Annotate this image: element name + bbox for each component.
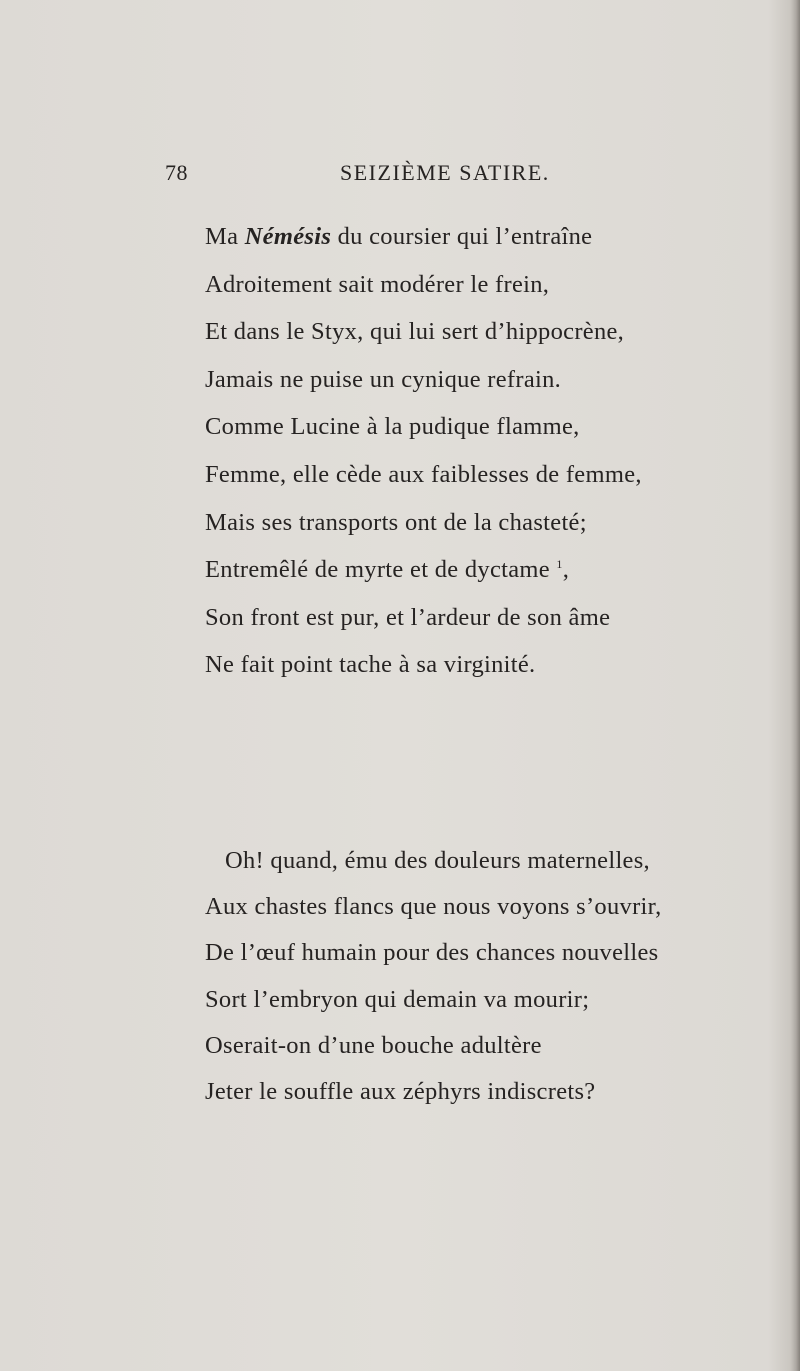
stanza-2 bbox=[205, 838, 662, 1115]
verse-line bbox=[205, 213, 642, 261]
verse-line: Mais ses transports ont de la chasteté; bbox=[205, 508, 587, 536]
verse-line: Sort l’embryon qui demain va mourir; bbox=[205, 985, 590, 1013]
verse-line: De l’œuf humain pour des chances nouvelles bbox=[205, 939, 659, 967]
verse-text: du coursier qui l’entraîne bbox=[331, 223, 593, 250]
verse-line: Adroitement sait modérer le frein, bbox=[205, 270, 550, 298]
page-number: 78 bbox=[165, 160, 188, 185]
verse-text: Ma bbox=[205, 223, 245, 250]
running-title: SEIZIÈME SATIRE. bbox=[340, 160, 550, 185]
verse-line: Jamais ne puise un cynique refrain. bbox=[205, 365, 562, 393]
italic-name: Némésis bbox=[244, 223, 332, 250]
verse-line: Oh! quand, ému des douleurs maternelles, bbox=[225, 847, 650, 874]
verse-line: Et dans le Styx, qui lui sert d’hippocrène, bbox=[205, 318, 625, 346]
stanza-1 bbox=[205, 213, 642, 689]
page-header bbox=[165, 160, 585, 194]
verse-line: Ne fait point tache à sa virginité. bbox=[205, 651, 536, 679]
verse-line bbox=[205, 546, 642, 594]
verse-line: Comme Lucine à la pudique flamme, bbox=[205, 413, 580, 441]
page-edge-shadow bbox=[790, 0, 800, 1371]
verse-line: Femme, elle cède aux faiblesses de femme, bbox=[205, 460, 642, 488]
verse-text: Entremêlé de myrte et de dyctame bbox=[205, 556, 550, 584]
verse-line: Son front est pur, et l’ardeur de son âme bbox=[205, 603, 611, 631]
verse-line: Aux chastes flancs que nous voyons s’ouvrir, bbox=[205, 893, 662, 921]
verse-line: Oserait-on d’une bouche adultère bbox=[205, 1031, 542, 1059]
footnote-marker: 1 bbox=[556, 557, 563, 571]
verse-text: , bbox=[562, 556, 570, 584]
verse-line: Jeter le souffle aux zéphyrs indiscrets? bbox=[205, 1078, 596, 1106]
